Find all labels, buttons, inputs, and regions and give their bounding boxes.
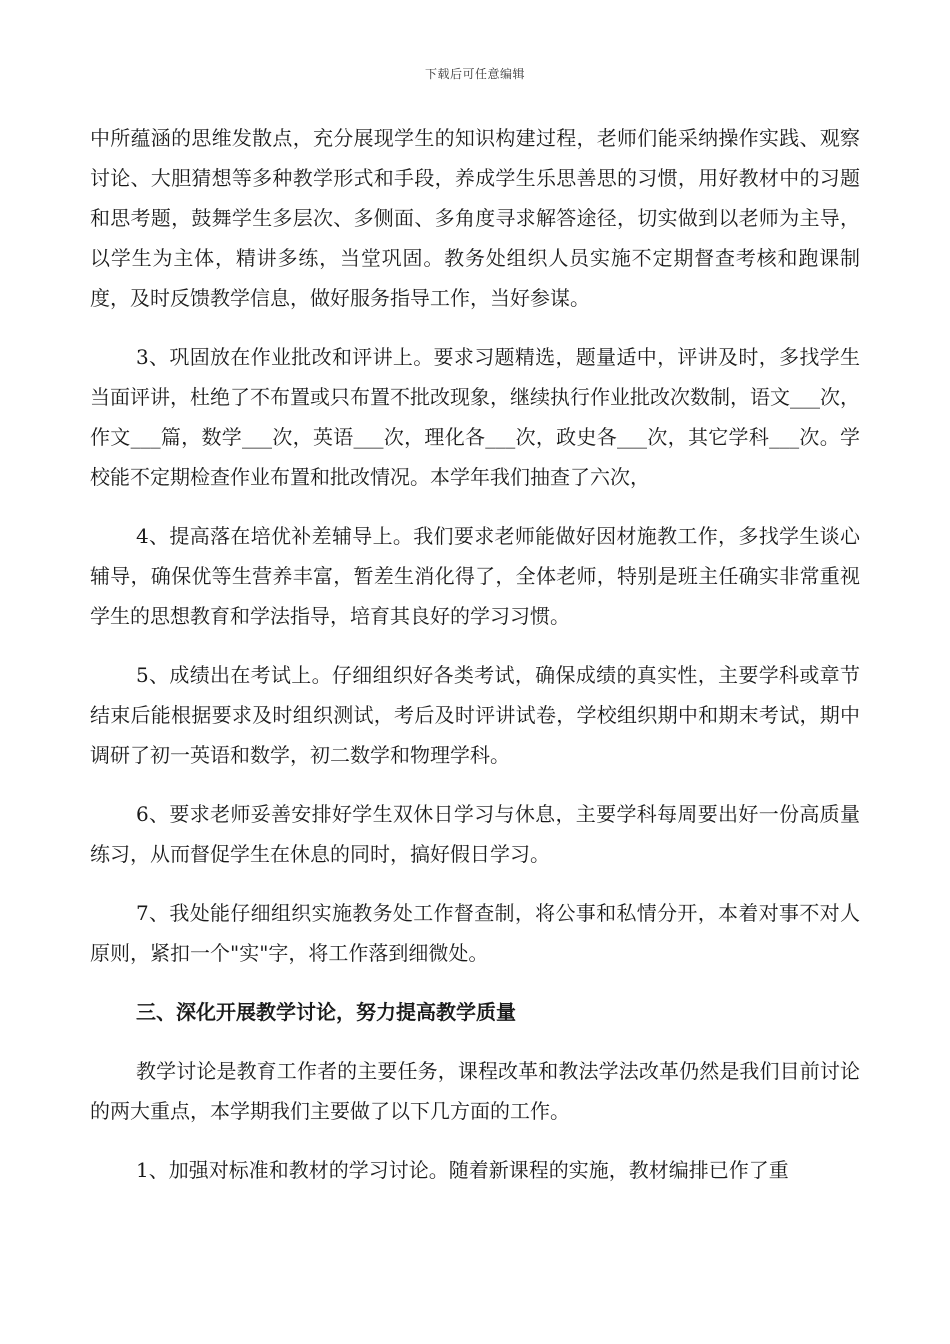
page-header: 下载后可任意编辑: [424, 67, 525, 81]
paragraph-item-6: 6、要求老师妥善安排好学生双休日学习与休息，主要学科每周要出好一份高质量练习，从而督促学生在休息的同时，搞好假日学习。: [90, 802, 860, 866]
paragraph-item-7: 7、我处能仔细组织实施教务处工作督查制，将公事和私情分开，本着对事不对人原则，紧扣一个"实"字，将工作落到细微处。: [90, 901, 860, 965]
paragraph-item-5: 5、成绩出在考试上。仔细组织好各类考试，确保成绩的真实性，主要学科或章节结束后能根据要求及时组织测试，考后及时评讲试卷，学校组织期中和期末考试，期中调研了初一英语和数学，初二数学和物理学科。: [90, 663, 860, 767]
section-heading: 三、深化开展教学讨论，努力提高教学质量: [136, 1000, 516, 1024]
paragraph-item-1: 1、加强对标准和教材的学习讨论。随着新课程的实施，教材编排已作了重: [136, 1158, 789, 1182]
paragraph-continuation: 中所蕴涵的思维发散点，充分展现学生的知识构建过程，老师们能采纳操作实践、观察讨论、大胆猜想等多种教学形式和手段，养成学生乐思善思的习惯，用好教材中的习题和思考题，鼓舞学生多层次、多侧面、多角度寻求解答途径，切实做到以老师为主导，以学生为主体，精讲多练，当堂巩固。教务处组织人员实施不定期督查考核和跑课制度，及时反馈教学信息，做好服务指导工作，当好参谋。: [90, 126, 860, 310]
document-body: [90, 118, 860, 1209]
paragraph-item-3: 3、巩固放在作业批改和评讲上。要求习题精选，题量适中，评讲及时，多找学生当面评讲，杜绝了不布置或只布置不批改现象，继续执行作业批改次数制，语文___次，作文___篇，数学___次，英语___次，理化各___次，政史各___次，其它学科___次。学校能不定期检查作业布置和批改情况。本学年我们抽查了六次，: [90, 345, 860, 489]
paragraph-intro: 教学讨论是教育工作者的主要任务，课程改革和教法学法改革仍然是我们目前讨论的两大重点，本学期我们主要做了以下几方面的工作。: [90, 1059, 860, 1123]
paragraph-item-4: 4、提高落在培优补差辅导上。我们要求老师能做好因材施教工作，多找学生谈心辅导，确保优等生营养丰富，暂差生消化得了，全体老师，特别是班主任确实非常重视学生的思想教育和学法指导，培育其良好的学习习惯。: [90, 524, 860, 628]
